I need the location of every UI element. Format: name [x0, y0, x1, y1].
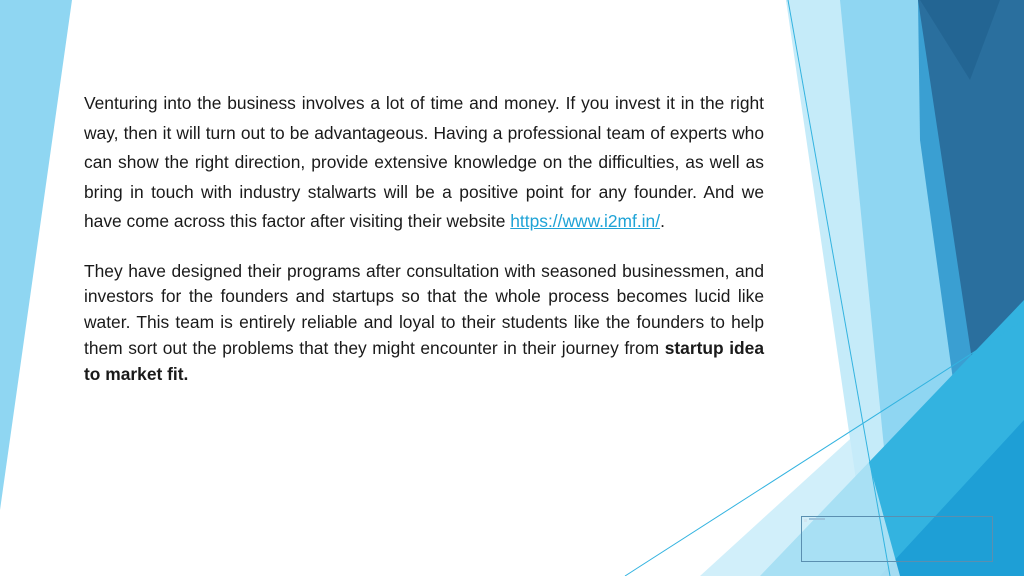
- paragraph-programs-text: They have designed their programs after consultation with seasoned businessmen, and investors for the founders and startups so that the whole process becomes lucid like water. This team is entirely reliable and loyal to their students like the founders to help them sort out the problems that they might encounter in their journey from: [84, 260, 764, 358]
- footer-dot-icon: [804, 519, 807, 522]
- paragraph-intro: [84, 89, 764, 237]
- paragraph-intro-trailing: .: [660, 211, 665, 231]
- footer-tiny-mark: [809, 518, 825, 520]
- website-link[interactable]: https://www.i2mf.in/: [510, 211, 661, 231]
- left-wedge-shape: [0, 0, 72, 510]
- slide-text-body: [84, 89, 764, 387]
- footer-placeholder-box: [801, 516, 993, 562]
- paragraph-programs: [84, 259, 764, 388]
- paragraph-programs-bold: startup idea to market fit.: [84, 337, 764, 384]
- paragraph-intro-text: Venturing into the business involves a lot of time and money. If you invest it in the right way, then it will turn out to be advantageous. Having a professional team of experts who can show the right direction, provide extensive knowledge on the difficulties, as well as bring in touch with industry stalwarts will be a positive point for any founder. And we have come across this factor after visiting their website: [84, 93, 764, 231]
